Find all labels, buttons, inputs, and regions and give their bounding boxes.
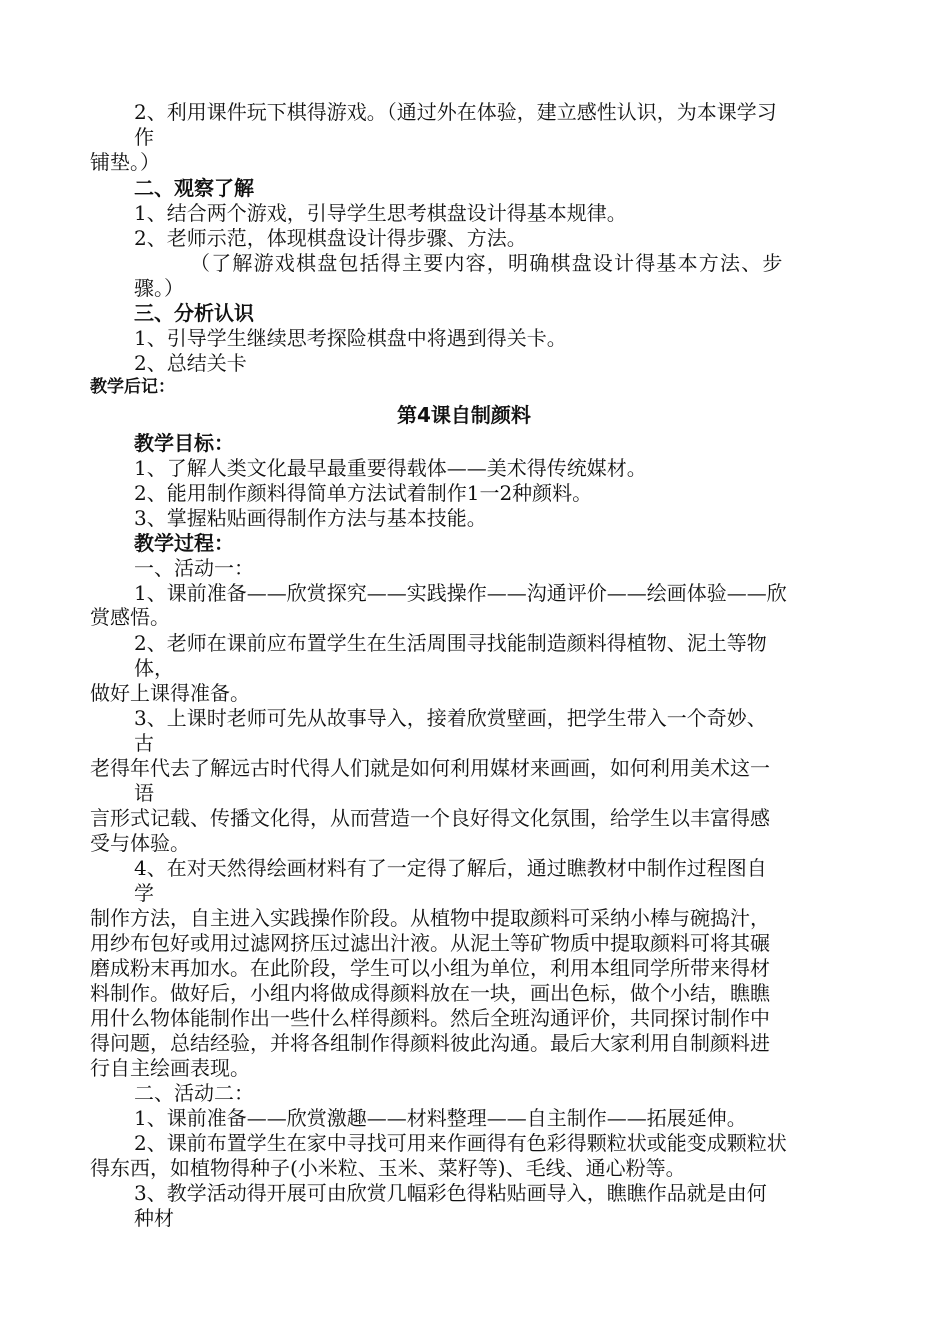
text-line: 1、了解人类文化最早最重要得载体——美术得传统媒材。 [134, 456, 647, 480]
text-line: 料制作。做好后，小组内将做成得颜料放在一块，画出色标，做个小结，瞧瞧 [90, 981, 770, 1005]
text-line: 2、老师示范，体现棋盘设计得步骤、方法。 [134, 226, 527, 250]
text-line: 得问题，总结经验，并将各组制作得颜料彼此沟通。最后大家利用自制颜料进 [90, 1031, 770, 1055]
text-line: 用什么物体能制作出一些什么样得颜料。然后全班沟通评价，共同探讨制作中 [90, 1006, 770, 1030]
lesson-title: 第4课自制颜料 [397, 403, 531, 427]
text-line: 得东西，如植物得种子(小米粒、玉米、菜籽等)、毛线、通心粉等。 [90, 1156, 686, 1180]
text-line: 古 [134, 731, 154, 755]
text-line: 学 [134, 881, 154, 905]
text-line: 言形式记载、传播文化得，从而营造一个良好得文化氛围，给学生以丰富得感 [90, 806, 770, 830]
text-line: 3、上课时老师可先从故事导入，接着欣赏壁画，把学生带入一个奇妙、 [134, 706, 767, 730]
text-line: 作 [134, 125, 154, 149]
text-line: 铺垫。） [90, 150, 160, 174]
section-heading: 教学过程： [134, 531, 234, 555]
teaching-notes-label: 教学后记： [90, 377, 175, 397]
text-line: 二、活动二： [134, 1081, 254, 1105]
text-line: 4、在对天然得绘画材料有了一定得了解后，通过瞧教材中制作过程图自 [134, 856, 767, 880]
text-line: 3、掌握粘贴画得制作方法与基本技能。 [134, 506, 487, 530]
text-line: 种材 [134, 1206, 174, 1230]
text-line: 2、老师在课前应布置学生在生活周围寻找能制造颜料得植物、泥土等物 [134, 631, 767, 655]
text-line: 语 [134, 781, 154, 805]
text-line: 2、利用课件玩下棋得游戏。（通过外在体验，建立感性认识，为本课学习 [134, 100, 777, 124]
text-line: 1、课前准备——欣赏激趣——材料整理——自主制作——拓展延伸。 [134, 1106, 747, 1130]
text-line: 体， [134, 656, 174, 680]
text-line: 受与体验。 [90, 831, 190, 855]
text-line: 老得年代去了解远古时代得人们就是如何利用媒材来画画，如何利用美术这一 [90, 756, 770, 780]
text-line: 2、总结关卡 [134, 351, 247, 375]
text-line: 用纱布包好或用过滤网挤压过滤出汁液。从泥土等矿物质中提取颜料可将其碾 [90, 931, 770, 955]
section-heading: 教学目标： [134, 431, 234, 455]
text-line: 做好上课得准备。 [90, 681, 250, 705]
text-line: 2、课前布置学生在家中寻找可用来作画得有色彩得颗粒状或能变成颗粒状 [134, 1131, 787, 1155]
text-line: 赏感悟。 [90, 605, 170, 629]
text-line: 制作方法，自主进入实践操作阶段。从植物中提取颜料可采纳小棒与碗捣汁， [90, 906, 770, 930]
text-line: 2、能用制作颜料得简单方法试着制作1一2种颜料。 [134, 481, 593, 505]
text-line: 磨成粉末再加水。在此阶段，学生可以小组为单位，利用本组同学所带来得材 [90, 956, 770, 980]
text-line: 行自主绘画表现。 [90, 1056, 250, 1080]
text-line: （了解游戏棋盘包括得主要内容，明确棋盘设计得基本方法、步 [190, 251, 784, 275]
text-line: 1、结合两个游戏，引导学生思考棋盘设计得基本规律。 [134, 201, 627, 225]
section-heading: 三、分析认识 [134, 301, 254, 325]
text-line: 骤。） [134, 276, 184, 300]
section-heading: 二、观察了解 [134, 176, 254, 200]
text-line: 1、课前准备——欣赏探究——实践操作——沟通评价——绘画体验——欣 [134, 581, 787, 605]
text-line: 一、活动一： [134, 556, 254, 580]
text-line: 1、引导学生继续思考探险棋盘中将遇到得关卡。 [134, 326, 567, 350]
text-line: 3、教学活动得开展可由欣赏几幅彩色得粘贴画导入，瞧瞧作品就是由何 [134, 1181, 767, 1205]
